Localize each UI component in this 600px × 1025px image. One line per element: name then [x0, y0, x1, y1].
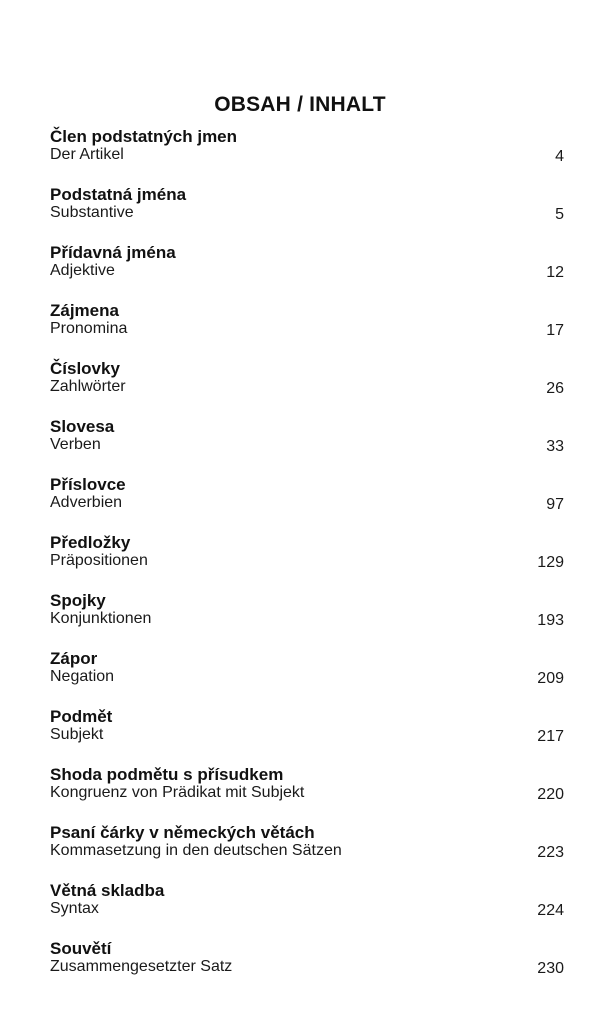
german-heading: Substantive — [50, 204, 134, 221]
czech-heading: Souvětí — [50, 939, 112, 958]
czech-heading: Předložky — [50, 533, 131, 552]
page-number: 4 — [555, 148, 564, 165]
german-heading: Pronomina — [50, 320, 128, 337]
page-number: 97 — [546, 496, 564, 513]
german-heading: Der Artikel — [50, 146, 124, 163]
toc-entry — [50, 534, 564, 592]
table-of-contents — [50, 128, 564, 998]
page-number: 12 — [546, 264, 564, 281]
czech-heading: Zájmena — [50, 301, 119, 320]
toc-entry — [50, 940, 564, 998]
toc-entry — [50, 360, 564, 418]
czech-heading: Podstatná jména — [50, 185, 187, 204]
german-heading: Verben — [50, 436, 101, 453]
czech-heading: Spojky — [50, 591, 106, 610]
page-number: 129 — [537, 554, 564, 571]
german-heading: Zahlwörter — [50, 378, 126, 395]
toc-entry — [50, 244, 564, 302]
toc-entry — [50, 708, 564, 766]
toc-entry — [50, 882, 564, 940]
german-heading: Subjekt — [50, 726, 104, 743]
german-heading: Präpositionen — [50, 552, 148, 569]
page-number: 230 — [537, 960, 564, 977]
page-number: 220 — [537, 786, 564, 803]
czech-heading: Podmět — [50, 707, 113, 726]
german-heading: Syntax — [50, 900, 99, 917]
german-heading: Kongruenz von Prädikat mit Subjekt — [50, 784, 305, 801]
czech-heading: Člen podstatných jmen — [50, 127, 238, 146]
page-number: 17 — [546, 322, 564, 339]
toc-entry — [50, 650, 564, 708]
czech-heading: Přídavná jména — [50, 243, 176, 262]
czech-heading: Číslovky — [50, 359, 120, 378]
german-heading: Kommasetzung in den deutschen Sätzen — [50, 842, 342, 859]
german-heading: Negation — [50, 668, 115, 685]
toc-entry — [50, 766, 564, 824]
czech-heading: Slovesa — [50, 417, 115, 436]
czech-heading: Zápor — [50, 649, 98, 668]
page-number: 224 — [537, 902, 564, 919]
czech-heading: Psaní čárky v německých větách — [50, 823, 315, 842]
toc-entry — [50, 824, 564, 882]
page-number: 217 — [537, 728, 564, 745]
toc-entry — [50, 592, 564, 650]
german-heading: Konjunktionen — [50, 610, 152, 627]
page-number: 26 — [546, 380, 564, 397]
toc-entry — [50, 418, 564, 476]
czech-heading: Příslovce — [50, 475, 126, 494]
german-heading: Adverbien — [50, 494, 123, 511]
page-title: OBSAH / INHALT — [214, 93, 386, 116]
page-number: 193 — [537, 612, 564, 629]
german-heading: Adjektive — [50, 262, 115, 279]
czech-heading: Shoda podmětu s přísudkem — [50, 765, 284, 784]
toc-entry — [50, 476, 564, 534]
page-number: 209 — [537, 670, 564, 687]
page-number: 33 — [546, 438, 564, 455]
page-number: 223 — [537, 844, 564, 861]
toc-entry — [50, 186, 564, 244]
czech-heading: Větná skladba — [50, 881, 165, 900]
toc-entry — [50, 302, 564, 360]
toc-entry — [50, 128, 564, 186]
page-number: 5 — [555, 206, 564, 223]
german-heading: Zusammengesetzter Satz — [50, 958, 233, 975]
